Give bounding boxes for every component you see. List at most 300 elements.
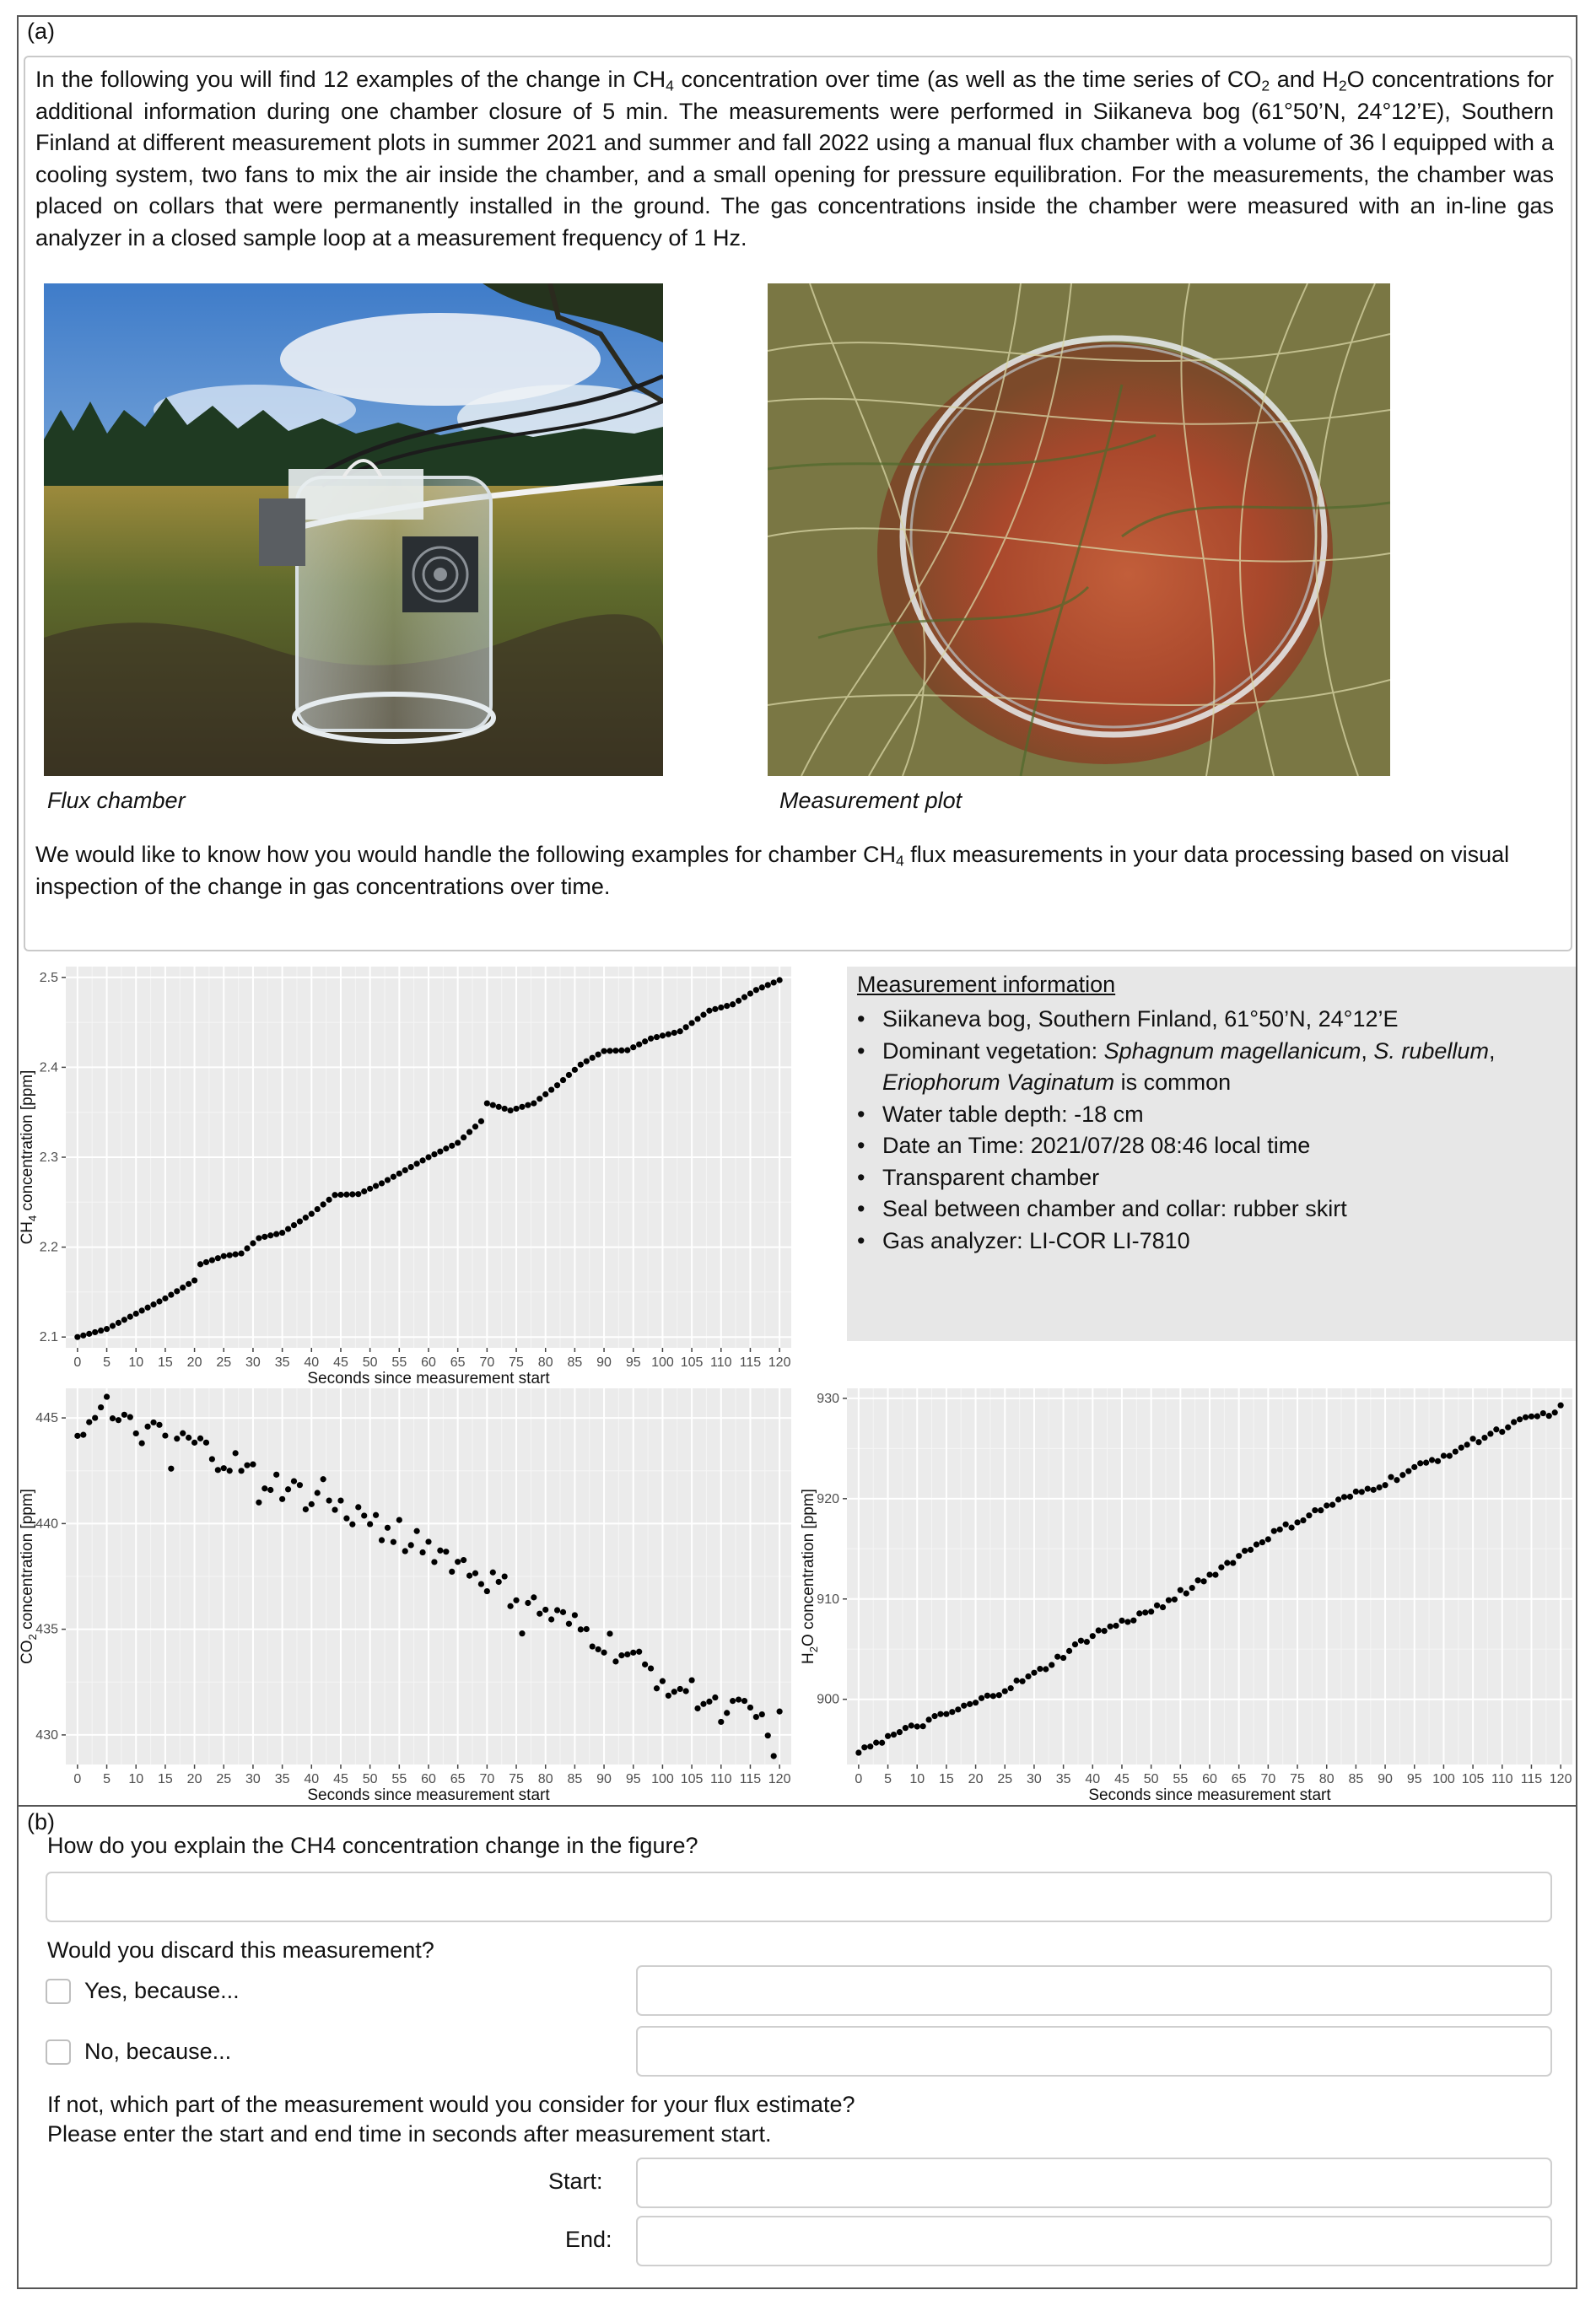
data-point [355,1191,361,1197]
data-point [718,1005,724,1010]
x-tick-label: 70 [479,1772,495,1786]
data-point [361,1188,367,1194]
x-tick-label: 100 [1432,1772,1455,1786]
data-point [642,1662,648,1668]
x-tick-label: 115 [739,1772,762,1786]
data-point [367,1521,373,1527]
data-point [671,1689,677,1694]
x-tick-label: 50 [362,1355,378,1370]
data-point [279,1230,285,1236]
data-point [86,1331,92,1337]
data-point [180,1430,186,1436]
data-point [1417,1460,1423,1466]
x-tick-label: 40 [1085,1772,1101,1786]
no-reason-input[interactable] [636,2026,1552,2077]
data-point [903,1725,909,1731]
end-input[interactable] [636,2216,1552,2266]
data-point [1312,1507,1318,1513]
question-interval-instructions: Please enter the start and end time in seconds after measurement start. [47,2121,772,2147]
data-point [1371,1487,1377,1493]
data-point [1394,1477,1399,1483]
x-tick-label: 10 [128,1772,144,1786]
x-tick-label: 35 [1055,1772,1071,1786]
data-point [1025,1673,1031,1679]
data-point [267,1487,273,1493]
yes-reason-input[interactable] [636,1965,1552,2016]
intro-question: We would like to know how you would handle the following examples for chamber $CH_4$ flux measurements in your data processing based on visual inspection of the change in gas concentrations over time. [35,842,1510,899]
data-point [98,1328,104,1333]
data-point [443,1549,449,1554]
data-point [1283,1522,1289,1527]
data-point [1090,1633,1096,1639]
data-point [554,1082,560,1088]
data-point [931,1713,937,1719]
data-point [925,1716,931,1722]
data-point [1294,1519,1300,1525]
data-point [1453,1448,1459,1454]
data-point [943,1711,949,1717]
intro-paragraph: In the following you will find 12 examples of the change in $CH_4$ concentration over time (as well as the time series of $CO_2$ and $H_2O$ concentrations for additional information during one chamber closure of 5 min. The measurements were performed in Siikaneva bog (61°50’N, 24°12’E), Southern Finland at different measurement plots in summer 2021 and summer and fall 2022 using a manual flux chamber with a volume of 36 l equipped with a cooling system, two fans to mix the air inside the chamber, and a small opening for pressure equilibration. For the measurements, the chamber was placed on collars that were permanently installed in the ground. The gas concentrations inside the chamber were measured with an in-line gas analyzer in a closed sample loop at a measurement frequency of 1 Hz. [35,67,1554,251]
x-tick-label: 100 [651,1772,674,1786]
x-axis-label: Seconds since measurement start [1088,1786,1331,1804]
data-point [1447,1452,1453,1458]
data-point [955,1706,961,1712]
data-point [996,1692,1002,1698]
data-point [291,1478,297,1484]
start-input[interactable] [636,2158,1552,2208]
data-point [513,1597,519,1603]
flux-chamber-photo [44,283,663,776]
data-point [1459,1445,1464,1451]
data-point [367,1186,373,1192]
data-point [1277,1527,1283,1533]
data-point [961,1703,967,1709]
x-tick-label: 45 [333,1355,348,1370]
data-point [1072,1641,1078,1647]
y-tick-label: 2.2 [39,1240,58,1255]
data-point [1423,1460,1429,1466]
x-tick-label: 110 [710,1355,732,1370]
data-point [484,1100,490,1106]
data-point [490,1570,496,1576]
data-point [1464,1441,1470,1447]
x-tick-label: 25 [216,1772,232,1786]
x-tick-label: 85 [567,1355,583,1370]
data-point [373,1183,379,1189]
data-point [660,1032,666,1038]
data-point [601,1048,607,1054]
data-point [683,1024,689,1030]
data-point [979,1695,984,1701]
data-point [1534,1414,1540,1420]
data-point [332,1192,337,1198]
data-point [221,1253,227,1259]
data-point [127,1314,133,1320]
x-tick-label: 65 [450,1355,466,1370]
info-water-table: • Water table depth: -18 cm [857,1099,1570,1131]
data-point [596,1646,601,1652]
x-tick-label: 30 [1027,1772,1042,1786]
x-tick-label: 110 [710,1772,732,1786]
data-point [753,1714,759,1720]
data-point [466,1573,472,1579]
data-point [238,1250,244,1256]
data-point [127,1414,133,1420]
data-point [677,1686,683,1692]
data-point [677,1028,683,1034]
data-point [291,1222,297,1228]
data-point [144,1424,150,1430]
data-point [1429,1457,1435,1463]
data-point [1529,1414,1534,1420]
data-point [949,1709,955,1715]
data-point [1505,1425,1511,1430]
data-point [1043,1666,1049,1672]
co2-chart [17,1383,801,1805]
x-tick-label: 50 [1143,1772,1159,1786]
data-point [279,1496,285,1502]
data-point [396,1171,402,1177]
y-tick-label: 430 [35,1727,58,1743]
data-point [419,1157,425,1163]
data-point [162,1296,168,1301]
data-point [560,1609,566,1615]
data-point [666,1693,671,1699]
data-point [1552,1409,1558,1415]
data-point [110,1323,116,1328]
data-point [1441,1452,1447,1458]
data-point [1248,1547,1254,1553]
data-point [618,1652,624,1658]
data-point [1405,1468,1411,1474]
data-point [1341,1494,1347,1500]
data-point [309,1211,315,1217]
question-discard: Would you discard this measurement? [47,1937,434,1963]
y-tick-label: 440 [35,1517,58,1532]
y-axis-label: $CH_4$ concentration [ppm] [19,1069,39,1245]
x-tick-label: 10 [128,1355,144,1370]
data-point [724,1710,730,1716]
x-tick-label: 75 [509,1355,524,1370]
data-point [566,1621,572,1627]
data-point [443,1145,449,1151]
data-point [116,1320,121,1326]
x-tick-label: 5 [103,1772,111,1786]
data-point [262,1234,267,1240]
data-point [402,1548,408,1554]
data-point [496,1579,502,1585]
x-tick-label: 100 [651,1355,674,1370]
x-tick-label: 55 [391,1355,407,1370]
data-point [1178,1587,1184,1593]
data-point [431,1559,437,1565]
data-point [885,1733,891,1739]
y-axis-label: $CO_2$ concentration [ppm] [19,1489,39,1664]
data-point [724,1003,730,1009]
no-checkbox[interactable] [46,2039,71,2065]
data-point [891,1732,897,1738]
data-point [873,1740,879,1746]
x-tick-label: 95 [625,1355,641,1370]
data-point [326,1497,332,1503]
data-point [1107,1624,1113,1630]
data-point [139,1307,145,1313]
data-point [542,1091,548,1097]
data-point [437,1548,443,1554]
data-point [1102,1628,1108,1634]
x-tick-label: 30 [245,1772,261,1786]
x-tick-label: 40 [304,1772,320,1786]
data-point [502,1573,508,1579]
data-point [349,1522,355,1527]
data-point [337,1192,343,1198]
x-tick-label: 120 [1549,1772,1572,1786]
data-point [630,1650,636,1656]
data-point [273,1472,279,1478]
x-tick-label: 35 [274,1772,290,1786]
data-point [1154,1603,1160,1608]
data-point [712,1006,718,1012]
data-point [391,1174,396,1180]
data-point [984,1693,990,1699]
x-tick-label: 40 [304,1355,320,1370]
data-point [92,1329,98,1335]
x-tick-label: 60 [421,1355,436,1370]
data-point [215,1255,221,1261]
x-tick-label: 90 [596,1355,612,1370]
data-point [74,1433,80,1439]
data-point [1271,1528,1277,1534]
data-point [162,1432,168,1438]
x-tick-label: 35 [274,1355,290,1370]
part-b-label: (b) [27,1809,55,1835]
data-point [920,1723,926,1729]
data-point [180,1285,186,1290]
data-point [110,1415,116,1421]
data-point [1184,1591,1189,1597]
data-point [472,1123,478,1129]
data-point [1130,1618,1136,1624]
data-point [186,1281,191,1287]
data-point [174,1288,180,1294]
data-point [273,1231,279,1237]
data-point [315,1490,321,1495]
data-point [449,1143,455,1149]
info-analyzer: • Gas analyzer: LI-COR LI-7810 [857,1226,1570,1258]
data-point [1435,1458,1441,1464]
data-point [771,1753,777,1759]
data-point [578,1626,584,1632]
data-point [654,1034,660,1040]
data-point [879,1740,885,1746]
data-point [209,1257,215,1263]
y-tick-label: 910 [817,1592,839,1607]
info-datetime: • Date an Time: 2021/07/28 08:46 local time [857,1130,1570,1162]
x-tick-label: 60 [1202,1772,1217,1786]
data-point [1324,1502,1329,1508]
data-point [1411,1464,1417,1470]
data-point [385,1177,391,1183]
data-point [536,1096,542,1102]
data-point [519,1104,525,1110]
data-point [519,1630,525,1636]
x-tick-label: 85 [1348,1772,1364,1786]
y-tick-label: 2.5 [39,970,58,985]
y-tick-label: 435 [35,1622,58,1637]
data-point [618,1048,624,1053]
data-point [736,1696,741,1702]
part-a-label: (a) [27,19,55,44]
x-tick-label: 115 [739,1355,762,1370]
data-point [285,1226,291,1231]
data-point [1172,1597,1178,1603]
data-point [321,1201,326,1207]
data-point [349,1191,355,1197]
data-point [671,1030,677,1036]
x-tick-label: 95 [1406,1772,1422,1786]
data-point [1540,1410,1546,1416]
data-point [385,1525,391,1531]
data-point [1558,1403,1564,1409]
data-point [455,1559,461,1565]
start-label: Start: [548,2169,603,2194]
data-point [402,1167,408,1173]
question-interval: If not, which part of the measurement would you consider for your flux estimate? [47,2092,855,2117]
data-point [1365,1485,1371,1491]
data-point [736,998,741,1004]
data-point [636,1649,642,1655]
data-point [973,1700,979,1705]
data-point [607,1048,612,1053]
x-tick-label: 15 [158,1772,173,1786]
data-point [98,1404,104,1410]
x-tick-label: 70 [479,1355,495,1370]
x-tick-label: 120 [768,1355,791,1370]
yes-checkbox[interactable] [46,1979,71,2004]
data-point [437,1149,443,1155]
data-point [186,1435,191,1441]
x-tick-label: 65 [450,1772,466,1786]
data-point [1031,1670,1037,1676]
data-point [80,1333,86,1339]
data-point [1049,1662,1054,1668]
data-point [909,1722,914,1728]
data-point [1399,1472,1405,1478]
data-point [1096,1627,1102,1633]
data-point [1359,1489,1365,1495]
data-point [542,1607,548,1613]
x-tick-label: 90 [596,1772,612,1786]
data-point [507,1603,513,1609]
data-point [1475,1439,1481,1445]
data-point [191,1440,197,1446]
x-tick-label: 55 [1173,1772,1189,1786]
data-point [74,1334,80,1340]
data-point [990,1693,996,1699]
x-tick-label: 80 [537,1772,553,1786]
data-point [303,1506,309,1512]
data-point [1212,1571,1218,1577]
data-point [326,1197,332,1203]
data-point [361,1512,367,1518]
data-point [1347,1494,1353,1500]
data-point [914,1723,920,1729]
data-point [1195,1577,1201,1583]
x-tick-label: 20 [968,1772,984,1786]
data-point [660,1678,666,1684]
data-point [554,1607,560,1613]
data-point [144,1305,150,1311]
x-tick-label: 75 [509,1772,524,1786]
data-point [373,1512,379,1518]
data-point [92,1414,98,1420]
data-point [1037,1666,1043,1672]
y-tick-label: 900 [817,1692,839,1707]
data-point [408,1542,414,1548]
data-point [150,1420,156,1425]
ch4-chart [17,962,801,1387]
data-point [267,1232,273,1238]
data-point [1148,1608,1154,1614]
data-point [337,1497,343,1503]
data-point [1084,1639,1090,1645]
data-point [343,1516,349,1522]
x-tick-label: 15 [939,1772,954,1786]
data-point [636,1042,642,1048]
end-label: End: [565,2227,612,2252]
data-point [484,1588,490,1594]
h2o-chart [798,1383,1583,1805]
data-point [1511,1419,1517,1425]
data-point [285,1486,291,1492]
data-point [156,1422,162,1428]
data-point [759,984,765,990]
data-point [1517,1416,1523,1422]
data-point [1469,1436,1475,1441]
data-point [967,1701,973,1707]
data-point [472,1571,478,1576]
data-point [1218,1565,1224,1571]
data-point [572,1067,578,1073]
x-tick-label: 0 [855,1772,863,1786]
data-point [855,1749,861,1755]
data-point [694,1016,700,1021]
data-point [203,1259,209,1265]
data-point [156,1298,162,1304]
x-tick-label: 10 [909,1772,925,1786]
data-point [1265,1536,1271,1542]
x-tick-label: 0 [73,1772,82,1786]
data-point [1166,1597,1172,1603]
data-point [1499,1429,1505,1435]
data-point [718,1719,724,1725]
x-tick-label: 5 [884,1772,892,1786]
data-point [297,1219,303,1225]
data-point [425,1538,431,1544]
data-point [1200,1578,1206,1584]
x-tick-label: 30 [245,1355,261,1370]
x-tick-label: 80 [537,1355,553,1370]
y-tick-label: 445 [35,1411,58,1426]
x-axis-label: Seconds since measurement start [307,1370,550,1387]
explain-input[interactable] [46,1872,1552,1922]
data-point [596,1052,601,1058]
data-point [256,1500,262,1506]
data-point [1136,1610,1142,1616]
x-tick-label: 25 [997,1772,1013,1786]
data-point [700,1012,706,1018]
x-tick-label: 105 [680,1772,704,1786]
